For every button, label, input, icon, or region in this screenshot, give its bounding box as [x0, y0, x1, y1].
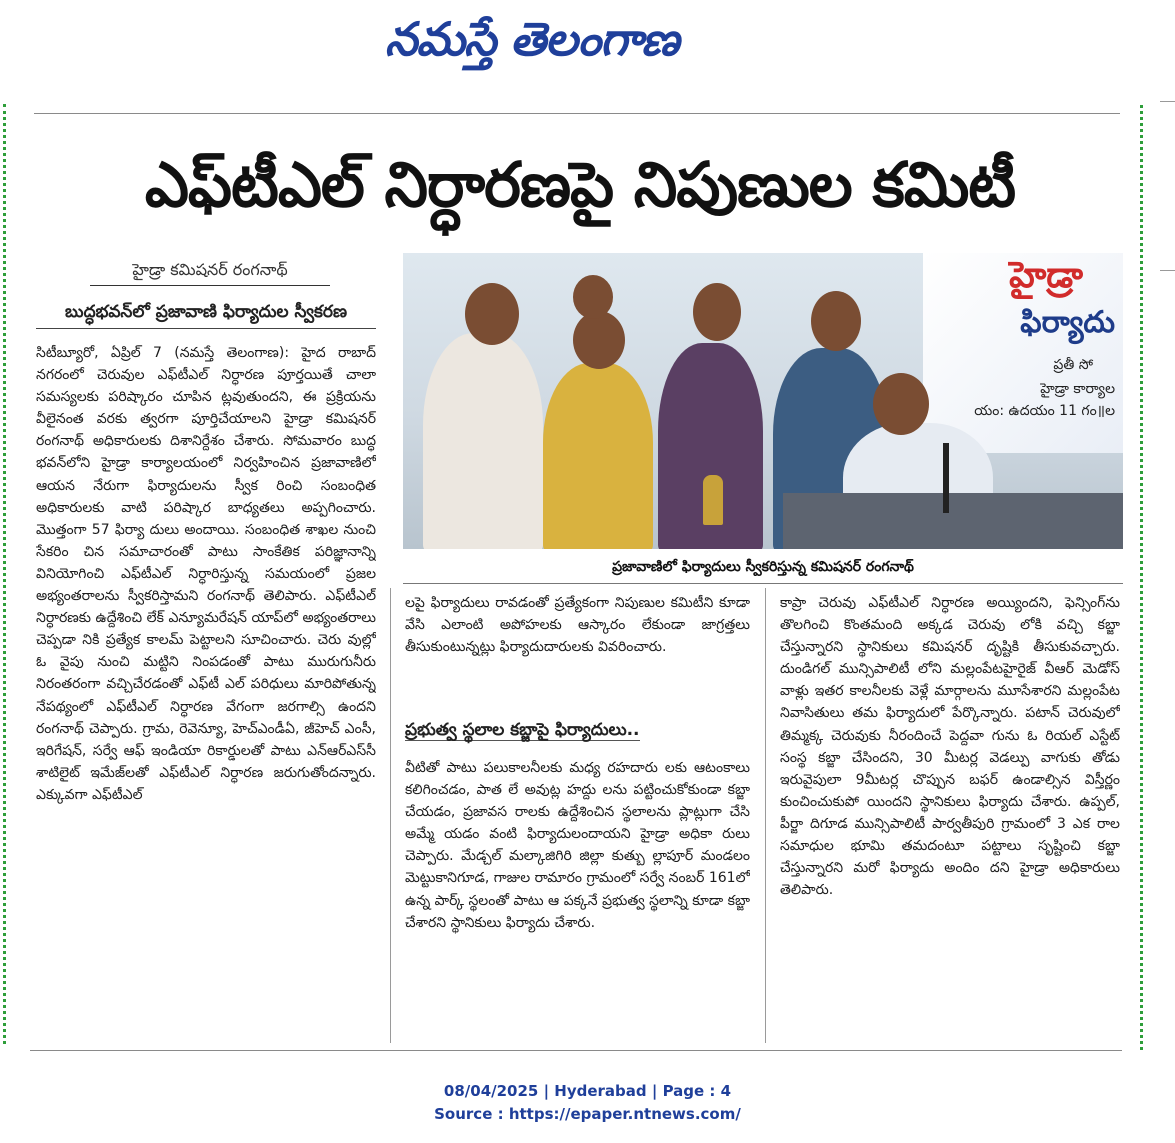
- banner-text: ఫిర్యాదు: [1020, 305, 1115, 340]
- person-head: [811, 291, 861, 351]
- adjacent-article-strip: [1160, 100, 1175, 1050]
- person-head: [573, 275, 613, 319]
- person-head: [573, 311, 625, 369]
- trophy: [703, 475, 723, 525]
- headline: ఎఫ్‌టీఎల్ నిర్ధారణపై నిపుణుల కమిటీ: [144, 148, 1016, 221]
- left-dotted-border: [3, 104, 10, 1044]
- bottom-rule: [30, 1050, 1122, 1051]
- news-photo: [403, 253, 1123, 549]
- banner-text: యం: ఉదయం 11 గం॥ల: [974, 403, 1115, 419]
- subheading-text: ప్రభుత్వ స్థలాల కబ్జాపై ఫిర్యాదులు..: [405, 720, 640, 740]
- footer-source-link[interactable]: Source : https://epaper.ntnews.com/: [434, 1105, 741, 1123]
- kicker: హైడ్రా కమిషనర్ రంగనాథ్: [90, 255, 330, 286]
- column-rule: [765, 588, 766, 1043]
- paragraph: వీటితో పాటు పలుకాలనీలకు మధ్య రహదారు లకు ఆటంకాలు కలిగించడం, పాత లే అవుట్ల హద్దు లను పట్టించుకోకుండా కబ్జా చేయడం, ప్రజావస రాలకు ఉద్దేశించిన స్థలాలను ప్లాట్లుగా చేసి అమ్మే యడం వంటి ఫిర్యాదులందాయని హైడ్రా అధికా రులు చెప్పారు. మేడ్చల్ మల్కాజిగిరి జిల్లా కుత్బు ల్లాపూర్ మండలం మెట్టుకానిగూడ, గాజుల రామారం గ్రామంలో సర్వే నంబర్ 161లో ఉన్న పార్క్ స్థలంతో పాటు ఆ పక్కనే ప్రభుత్వ స్థలాన్ని కూడా కబ్జా చేశారని స్థానికులు ఫిర్యాదు చేశారు.: [405, 760, 750, 931]
- right-dotted-border: [1140, 105, 1146, 1050]
- paragraph: సిటీబ్యూరో, ఏప్రిల్ 7 (నమస్తే తెలంగాణ): హైద రాబాద్ నగరంలో చెరువుల ఎఫ్‌టీఎల్ నిర్ధారణ పూర్తయితే చాలా సమస్యలకు పరిష్కారం చూపిన ట్లవుతుందని, ఈ ప్రక్రియను వీలైనంత వరకు త్వరగా పూర్తిచేయాలని హైడ్రా కమిషనర్ రంగనాథ్ అధికారులకు దిశానిర్దేశం చేశారు. సోమవారం బుద్ధ భవన్‌లోని హైడ్రా కార్యాలయంలో నిర్వహించిన ప్రజావాణిలో ఆయన నేరుగా ఫిర్యాదులను స్వీక రించి సంబంధిత అధికారులకు వాటి పరిష్కార బాధ్యతలు అప్పగించారు. మొత్తంగా 57 ఫిర్యా దులు అందాయి. సంబంధిత శాఖల నుంచి సేకరిం చిన సమాచారంతో పాటు సాంకేతిక పరిజ్ఞానాన్ని వినియోగించి ఎఫ్‌టీఎల్ నిర్ధారిస్తున్న సమయంలో ప్రజల అభ్యంతరాలను స్వీకరిస్తామని రంగనాథ్ తెలిపారు. ఎఫ్‌టీఎల్ నిర్ధారణకు ఉద్దేశించి లేక్ ఎన్యూమరేషన్ యాప్‌లో అభ్యంతరాలు చెప్పడా నికి ప్రత్యేక కాలమ్ పెట్టాలని సూచించారు. చెరు వుల్లో ఓ వైపు నుంచి మట్టిని నింపడంతో పాటు మురుగునీరు నిరంతరంగా వచ్చిచేరడంతో ఎఫ్‌టీ ఎల్ పరిధులు మారిపోతున్న నేపథ్యంలో ఎఫ్‌టీఎల్ నిర్ధారణ వేగంగా జరగాల్సి ఉందని రంగనాథ్ చెప్పారు. గ్రామ, రెవెన్యూ, హెచ్‌ఎండీఏ, జీహెచ్ ఎంసీ, ఇరిగేషన్, సర్వే ఆఫ్ ఇండియా రికార్డులతో పాటు ఎన్‌ఆర్‌ఎస్‌సీ శాటిలైట్ ఇమేజ్‌లతో ఎఫ్‌టీఎల్ నిర్ధారణ జరుగుతోందన్నారు. ఎక్కువగా ఎఫ్‌టీఎల్: [36, 345, 376, 803]
- desk: [783, 493, 1123, 549]
- person-figure: [543, 363, 653, 549]
- top-rule: [34, 113, 1120, 114]
- person-head: [465, 283, 519, 345]
- article-column-1: [36, 342, 376, 1034]
- banner-text: హైడ్రా కార్యాల: [1040, 381, 1115, 397]
- microphone: [943, 443, 949, 513]
- banner-text: ప్రతీ సో: [1053, 357, 1093, 373]
- photo-caption: ప్రజావాణిలో ఫిర్యాదులు స్వీకరిస్తున్న కమిషనర్ రంగనాథ్: [612, 559, 914, 575]
- person-figure: [423, 333, 543, 549]
- deck: బుద్ధభవన్‌లో ప్రజావాణి ఫిర్యాదుల స్వీకరణ: [36, 296, 376, 329]
- subheading: [405, 712, 750, 748]
- caption-rule: [403, 583, 1123, 584]
- article-column-3: [780, 592, 1120, 1042]
- footer-date-line: 08/04/2025 | Hyderabad | Page : 4: [443, 1082, 732, 1100]
- paragraph: కాప్రా చెరువు ఎఫ్‌టీఎల్ నిర్ధారణ అయ్యిందని, ఫెన్సింగ్‌ను తొలగించి కొంతమంది అక్కడ చెరువు లోకి వచ్చి కబ్జా చేస్తున్నారని స్థానికులు కమిషనర్ దృష్టికి తీసుకువచ్చారు. దుండిగల్ మున్సిపాలిటీ లోని మల్లంపేటహైరైజ్ వీఆర్ మెడోస్ వాళ్లు ఇతర కాలనీలకు వెళ్లే మార్గాలను మూసేశారని మల్లంపేట నివాసితులు తమ ఫిర్యాదులో పేర్కొన్నారు. పటాన్ చెరువులో తిమ్మక్క చెరువుకు నీరందించే పెద్దవా గును ఓ రియల్ ఎస్టేట్ సంస్థ కబ్జా చేసిందని, 30 మీటర్ల వెడల్పు వాగుకు తోడు ఇరువైపులా 9మీటర్ల చొప్పున బఫర్ ఉండాల్సిన విస్తీర్ణం కుంచించుకుపో యిందని స్థానికులు ఫిర్యాదు చేశారు. ఉప్పల్, పీర్జా దిగూడ మున్సిపాలిటీ పార్వతీపురి గ్రామంలో 3 ఎక రాల సమాధుల భూమి తమదంటూ పట్టాలు సృష్టించి కబ్జా చేస్తున్నారని మరో ఫిర్యాదు అందిం దని హైడ్రా అధికారులు తెలిపారు.: [780, 595, 1120, 899]
- person-head: [873, 373, 929, 435]
- banner-text: హైడ్రా: [1009, 255, 1083, 296]
- person-head: [693, 283, 741, 341]
- paragraph: లపై ఫిర్యాదులు రావడంతో ప్రత్యేకంగా నిపుణుల కమిటీని కూడా వేసి ఎలాంటి అపోహలకు ఆస్కారం లేకుండా జాగ్రత్తలు తీసుకుంటున్నట్లు ఫిర్యాదుదారులకు వివరించారు.: [405, 595, 750, 656]
- masthead-logo: నమస్తే తెలంగాణ: [385, 12, 679, 66]
- article-column-2: [405, 592, 750, 704]
- article-column-2-continued: [405, 757, 750, 1042]
- column-rule: [390, 588, 391, 1043]
